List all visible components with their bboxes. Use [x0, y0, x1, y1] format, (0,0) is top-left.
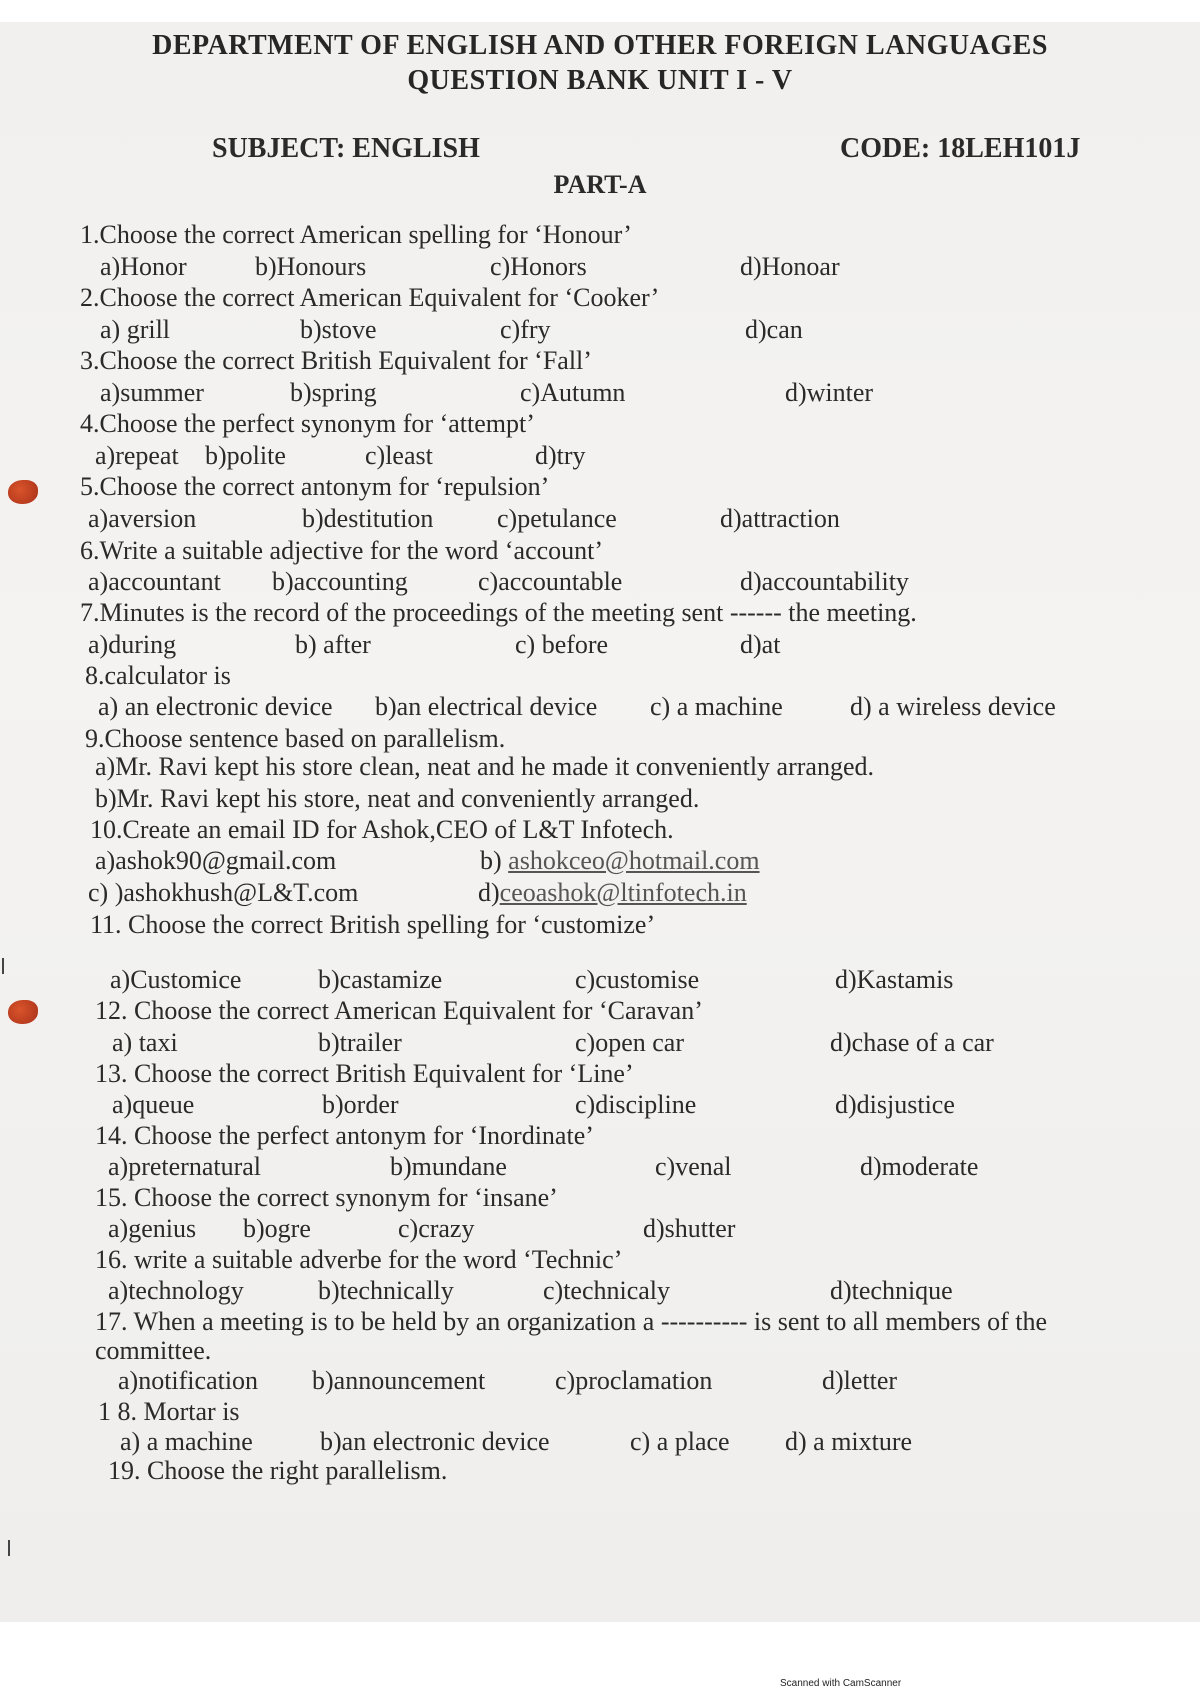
answer-option: b) ashokceo@hotmail.com [480, 846, 760, 875]
answer-option: b)mundane [390, 1152, 507, 1181]
answer-option: b)stove [300, 315, 377, 344]
answer-option: b)castamize [318, 965, 443, 994]
question-text: 1.Choose the correct American spelling for ‘Honour’ [80, 220, 632, 249]
question-text: 11. Choose the correct British spelling for ‘customize’ [90, 910, 656, 939]
answer-option: a)technology [108, 1276, 244, 1305]
answer-option: d)disjustice [835, 1090, 955, 1119]
answer-option: a)during [88, 630, 177, 659]
answer-option: a)notification [118, 1366, 259, 1395]
question-text: 9.Choose sentence based on parallelism. [85, 724, 506, 753]
answer-option: a)ashok90@gmail.com [95, 846, 337, 875]
margin-mark [8, 1540, 10, 1556]
answer-option: b) after [295, 630, 371, 659]
answer-option: a) grill [100, 315, 171, 344]
answer-option: c) a machine [650, 692, 783, 721]
answer-option: d)at [740, 630, 781, 659]
answer-option: c) a place [630, 1427, 730, 1456]
answer-option: b)ogre [243, 1214, 311, 1243]
answer-option: a) an electronic device [98, 692, 333, 721]
question-text: 7.Minutes is the record of the proceedings of the meeting sent ------ the meeting. [80, 598, 917, 627]
answer-option: a) taxi [112, 1028, 178, 1057]
answer-option: d)can [745, 315, 803, 344]
answer-option: b)order [322, 1090, 399, 1119]
answer-option: d)ceoashok@ltinfotech.in [478, 878, 747, 907]
subject-label: SUBJECT: ENGLISH [212, 133, 480, 164]
email-link[interactable]: ceoashok@ltinfotech.in [499, 878, 747, 907]
pushpin-marker [8, 1000, 38, 1024]
answer-option: d)Kastamis [835, 965, 954, 994]
answer-option: b)announcement [312, 1366, 486, 1395]
margin-mark [2, 958, 4, 974]
answer-option: c)technicaly [543, 1276, 671, 1305]
question-bank-title: QUESTION BANK UNIT I - V [407, 65, 793, 96]
question-text: 8.calculator is [85, 661, 231, 690]
part-heading: PART-A [553, 170, 647, 199]
answer-option: c)crazy [398, 1214, 475, 1243]
answer-option: b)trailer [318, 1028, 402, 1057]
answer-option: a)Customice [110, 965, 242, 994]
department-title: DEPARTMENT OF ENGLISH AND OTHER FOREIGN LANGUAGES [152, 30, 1048, 61]
question-text: 5.Choose the correct antonym for ‘repulsion’ [80, 472, 550, 501]
answer-option: c) )ashokhush@L&T.com [88, 878, 359, 907]
answer-option: c)least [365, 441, 433, 470]
question-text: 19. Choose the right parallelism. [108, 1456, 448, 1485]
answer-option: d)chase of a car [830, 1028, 994, 1057]
answer-option: a) a machine [120, 1427, 253, 1456]
answer-option: d) a wireless device [850, 692, 1056, 721]
question-text: 13. Choose the correct British Equivalent for ‘Line’ [95, 1059, 634, 1088]
answer-option: b)technically [318, 1276, 454, 1305]
question-text-continued: committee. [95, 1336, 212, 1365]
answer-option: c)fry [500, 315, 551, 344]
answer-option: b)destitution [302, 504, 434, 533]
email-link[interactable]: ashokceo@hotmail.com [508, 846, 760, 875]
answer-option: d)shutter [643, 1214, 736, 1243]
question-text: 10.Create an email ID for Ashok,CEO of L&T Infotech. [90, 815, 674, 844]
answer-option: b)Honours [255, 252, 367, 281]
answer-option: a)accountant [88, 567, 221, 596]
answer-option: c)Autumn [520, 378, 626, 407]
answer-option: b)an electronic device [320, 1427, 550, 1456]
question-text: 15. Choose the correct synonym for ‘insane’ [95, 1183, 558, 1212]
question-text: 14. Choose the perfect antonym for ‘Inordinate’ [95, 1121, 594, 1150]
answer-option: a)preternatural [108, 1152, 262, 1181]
scanner-watermark: Scanned with CamScanner [780, 1678, 902, 1689]
answer-option: c)discipline [575, 1090, 697, 1119]
answer-option: c)proclamation [555, 1366, 713, 1395]
answer-option: a)queue [112, 1090, 195, 1119]
answer-option: c)venal [655, 1152, 732, 1181]
answer-option: c)open car [575, 1028, 684, 1057]
question-text: 4.Choose the perfect synonym for ‘attempt’ [80, 409, 535, 438]
question-text: 1 8. Mortar is [98, 1397, 240, 1426]
answer-option: d) a mixture [785, 1427, 913, 1456]
answer-option: d)technique [830, 1276, 953, 1305]
question-text: 3.Choose the correct British Equivalent for ‘Fall’ [80, 346, 592, 375]
answer-option: a)Honor [100, 252, 187, 281]
answer-option: b)an electrical device [375, 692, 598, 721]
answer-option: b)Mr. Ravi kept his store, neat and conveniently arranged. [95, 784, 700, 813]
answer-option: b)accounting [272, 567, 408, 596]
question-text: 6.Write a suitable adjective for the word ‘account’ [80, 536, 604, 565]
answer-option: a)aversion [88, 504, 197, 533]
answer-option: d)attraction [720, 504, 840, 533]
answer-option: b)polite [205, 441, 286, 470]
question-text: 2.Choose the correct American Equivalent for ‘Cooker’ [80, 283, 660, 312]
question-text: 17. When a meeting is to be held by an organization a ---------- is sent to all members of the [95, 1307, 1048, 1336]
question-text: 16. write a suitable adverbe for the word ‘Technic’ [95, 1245, 623, 1274]
pushpin-marker [8, 480, 38, 504]
question-text: 12. Choose the correct American Equivalent for ‘Caravan’ [95, 996, 703, 1025]
answer-option: a)Mr. Ravi kept his store clean, neat and he made it conveniently arranged. [95, 752, 874, 781]
answer-option: c)customise [575, 965, 700, 994]
answer-option: d)letter [822, 1366, 898, 1395]
answer-option: a)repeat [95, 441, 179, 470]
answer-option: d)Honoar [740, 252, 840, 281]
answer-option: d)winter [785, 378, 874, 407]
answer-option: a)summer [100, 378, 204, 407]
answer-option: c)Honors [490, 252, 587, 281]
answer-option: d)try [535, 441, 586, 470]
answer-option: c)accountable [478, 567, 623, 596]
answer-option: a)genius [108, 1214, 197, 1243]
answer-option: c)petulance [497, 504, 617, 533]
answer-option: b)spring [290, 378, 377, 407]
answer-option: c) before [515, 630, 609, 659]
answer-option: d)accountability [740, 567, 909, 596]
answer-option: d)moderate [860, 1152, 979, 1181]
course-code: CODE: 18LEH101J [840, 133, 1081, 164]
